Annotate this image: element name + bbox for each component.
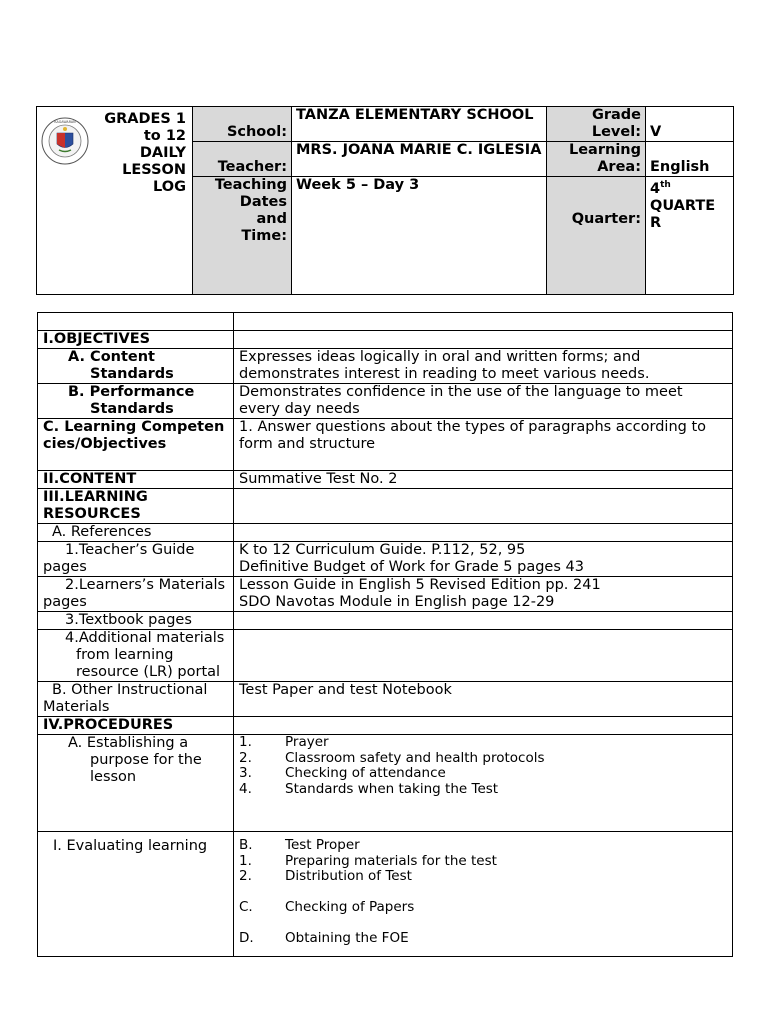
grade-level-value: V [646,107,734,142]
textbook-pages-label: 3.Textbook pages [38,612,234,630]
performance-standards-label: B. Performance Standards [38,384,234,419]
list-item: 2. Classroom safety and health protocols [239,749,545,766]
additional-materials-label: 4.Additional materials from learning resource (LR) portal [38,630,234,682]
learning-area-value: English [646,142,734,177]
competencies-label: C. Learning Competencies/Objectives [38,419,234,471]
blank-cell [234,717,733,735]
list-item: C. Checking of Papers [239,899,415,915]
procedures-label: IV.PROCEDURES [38,717,234,735]
purpose-label: A. Establishing a purpose for the lesson [38,735,234,832]
blank-cell [38,313,234,331]
blank-cell [234,612,733,630]
learners-materials-label: 2.Learners’s Materials pages [38,577,234,612]
grade-level-label: Grade Level: [547,107,646,142]
evaluating-learning-label: I. Evaluating learning [38,832,234,957]
lesson-log-header [36,106,734,295]
blank-cell [234,313,733,331]
list-item: D. Obtaining the FOE [239,930,409,946]
header-title: GRADES 1 to 12 DAILY LESSON LOG [104,111,186,195]
teachers-guide-label: 1.Teacher’s Guide pages [38,542,234,577]
other-materials-value: Test Paper and test Notebook [234,682,733,717]
teacher-label: Teacher: [193,142,292,177]
list-item: 2. Distribution of Test [239,868,412,884]
list-item: 4. Standards when taking the Test [239,780,499,797]
school-value: TANZA ELEMENTARY SCHOOL [292,107,547,142]
svg-text:KAGAWARAN: KAGAWARAN [54,120,76,124]
performance-standards-value: Demonstrates confidence in the use of the language to meet every day needs [234,384,733,419]
content-standards-value: Expresses ideas logically in oral and written forms; and demonstrates interest in reading to meet various needs. [234,349,733,384]
other-materials-label: B. Other Instructional Materials [38,682,234,717]
content-label: II.CONTENT [38,471,234,489]
quarter-value: 4th QUARTE R [646,177,734,295]
learners-materials-value: Lesson Guide in English 5 Revised Edition pp. 241 SDO Navotas Module in English page 12-29 [234,577,733,612]
teachers-guide-value: K to 12 Curriculum Guide. P.112, 52, 95 Definitive Budget of Work for Grade 5 pages 43 [234,542,733,577]
lesson-log-body [37,312,733,957]
blank-cell [234,489,733,524]
header-title-cell [37,107,193,295]
list-item: B. Test Proper [239,837,360,853]
learning-area-label: Learning Area: [547,142,646,177]
competencies-value: 1. Answer questions about the types of paragraphs according to form and structure [234,419,733,471]
blank-cell [234,524,733,542]
list-item: 1. Preparing materials for the test [239,852,497,869]
quarter-label: Quarter: [547,177,646,295]
list-item: 3. Checking of attendance [239,765,446,781]
deped-seal-icon [41,117,89,165]
references-label: A. References [38,524,234,542]
objectives-label: I.OBJECTIVES [38,331,234,349]
purpose-list [234,735,733,832]
dates-label: Teaching Dates and Time: [193,177,292,295]
list-item [239,916,727,932]
content-value: Summative Test No. 2 [234,471,733,489]
teacher-value: MRS. JOANA MARIE C. IGLESIA [292,142,547,177]
content-standards-label: A. Content Standards [38,349,234,384]
list-item [239,885,727,901]
evaluating-learning-list [234,832,733,957]
blank-cell [234,331,733,349]
school-label: School: [193,107,292,142]
list-item: 1. Prayer [239,734,329,750]
dates-value: Week 5 – Day 3 [292,177,547,295]
learning-resources-label: III.LEARNING RESOURCES [38,489,234,524]
blank-cell [234,630,733,682]
